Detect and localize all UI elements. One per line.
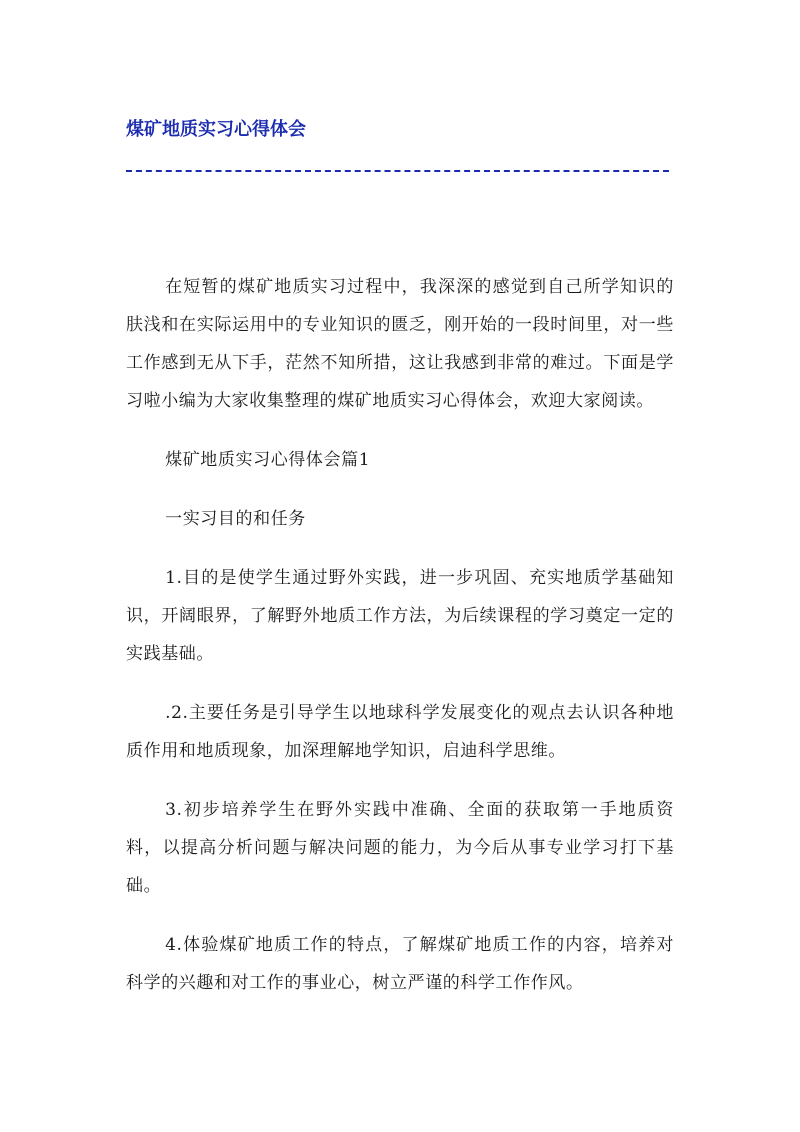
title-divider (126, 170, 669, 172)
list-item-2: .2.主要任务是引导学生以地球科学发展变化的观点去认识各种地质作用和地质现象，加深理解地学知识，启迪科学思维。 (126, 703, 674, 761)
section-heading: 煤矿地质实习心得体会篇1 (165, 450, 371, 470)
subsection-heading: 一实习目的和任务 (165, 509, 306, 529)
document-title: 煤矿地质实习心得体会 (126, 119, 306, 140)
intro-paragraph: 在短暂的煤矿地质实习过程中，我深深的感觉到自己所学知识的肤浅和在实际运用中的专业知识的匮乏，刚开始的一段时间里，对一些工作感到无从下手，茫然不知所措，这让我感到非常的难过。下面是学习啦小编为大家收集整理的煤矿地质实习心得体会，欢迎大家阅读。 (126, 277, 674, 411)
list-item-3: 3.初步培养学生在野外实践中准确、全面的获取第一手地质资料，以提高分析问题与解决问题的能力，为今后从事专业学习打下基础。 (126, 800, 674, 896)
list-item-4: 4.体验煤矿地质工作的特点，了解煤矿地质工作的内容，培养对科学的兴趣和对工作的事业心，树立严谨的科学工作作风。 (126, 935, 674, 993)
list-item-1: 1.目的是使学生通过野外实践，进一步巩固、充实地质学基础知识，开阔眼界，了解野外地质工作方法，为后续课程的学习奠定一定的实践基础。 (126, 568, 674, 664)
document-body (126, 268, 674, 1023)
